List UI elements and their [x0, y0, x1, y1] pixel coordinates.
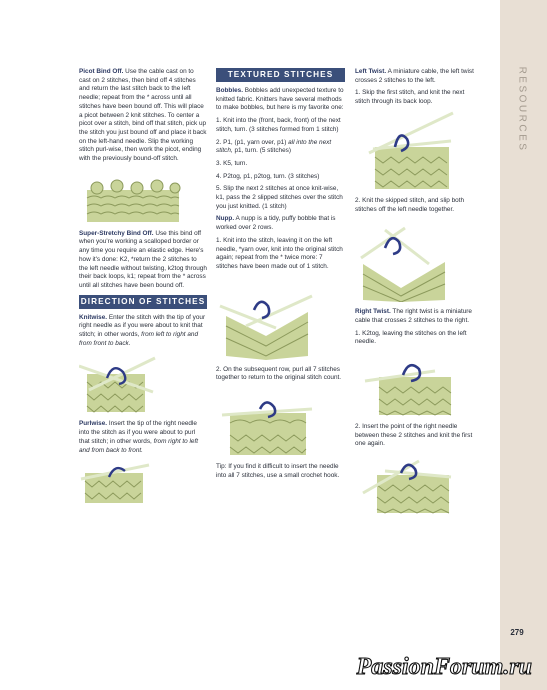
knitwise-paragraph	[79, 314, 207, 349]
picot-bind-off-title: Picot Bind Off.	[79, 68, 124, 75]
purlwise-paragraph	[79, 420, 207, 455]
page-number: 279	[510, 628, 524, 637]
nupp-step-1-illustration	[216, 276, 316, 360]
purlwise-italic: from right to left and from back to front.	[79, 437, 199, 454]
column-right	[355, 68, 480, 521]
watermark-text: PassionForum.ru	[356, 654, 532, 680]
right-twist-step-2: 2. Insert the point of the right needle between these 2 stitches and knit the first one again.	[355, 423, 473, 448]
knitwise-text: Enter the stitch with the tip of your right needle as if you were about to knit that stitch; in other words,	[79, 313, 206, 339]
nupp-step-1: 1. Knit into the stitch, leaving it on the left needle, *yarn over, knit into the original stitch again; repeat from the * twice more: 7 stitches have been made out of 1 stitch.	[216, 236, 343, 270]
nupp-text: A nupp is a tidy, puffy bobble that is worked over 2 rows.	[216, 215, 336, 232]
picot-bind-off-paragraph	[79, 68, 207, 164]
right-twist-step-1: 1. K2tog, leaving the stitches on the left needle.	[355, 329, 467, 346]
left-twist-step-2: 2. Knit the skipped stitch, and slip both stitches off the left needle together.	[355, 196, 465, 213]
knitwise-italic: from left to right and from front to back.	[79, 331, 199, 347]
left-twist-step-1: 1. Skip the first stitch, and knit the next stitch through its back loop.	[355, 89, 465, 106]
bobbles-title: Bobbles.	[216, 87, 243, 94]
super-stretchy-title: Super-Stretchy Bind Off.	[79, 229, 154, 237]
bobbles-step-2-start: 2. P1, (p1, yarn over, p1)	[216, 138, 287, 146]
picot-bind-off-text: Use the cable cast on to cast on 2 stitches, then bind off 4 stitches and return the last stitch back to the left needle; repeat from the * across until all stitches have been bound off. This will place a picot between 2 knit stitches. To center a picot over a stitch, bind off that stitch, pick up the stitch you just bound off and place it back on the left-hand needle. Slip the working stitch purl-wise, then work the picot, ending with the previously bound-off stitch.	[79, 68, 207, 163]
bobbles-step-3: 3. K5, turn.	[216, 159, 248, 167]
right-twist-paragraph	[355, 308, 480, 325]
needle	[385, 230, 429, 264]
nupp-step-2-illustration	[216, 387, 316, 457]
resources-label-text: RESOURCES	[516, 66, 528, 152]
right-twist-text: The right twist is a miniature cable that crosses 2 stitches to the right.	[355, 308, 472, 324]
knitwise-illustration	[79, 352, 159, 414]
right-twist-step-2-illustration	[355, 453, 455, 515]
knit-fabric	[363, 262, 445, 302]
left-twist-paragraph	[355, 68, 480, 85]
left-twist-title: Left Twist.	[355, 68, 387, 75]
purlwise-illustration	[79, 459, 153, 503]
direction-of-stitches-header: DIRECTION OF STITCHES	[79, 295, 207, 309]
bobbles-paragraph	[216, 87, 345, 113]
right-twist-step-1-illustration	[355, 351, 455, 417]
bobbles-step-1: 1. Knit into the (front, back, front) of the next stitch, turn. (3 stitches formed from 1 stitch)	[216, 117, 341, 133]
column-left	[79, 68, 207, 509]
left-twist-step-2-illustration	[355, 218, 455, 302]
knit-fabric	[377, 475, 449, 513]
super-stretchy-text: Use this bind off when you're working a scalloped border or any time you require an elastic edge. Here's how it's done: K2, *return the 2 stitches to the left needle without twisting, k2tog through their back loops, k1; repeat from the * across until all stitches have been bound off.	[79, 229, 207, 289]
right-twist-title: Right Twist.	[355, 308, 391, 316]
bobbles-text: Bobbles add unexpected texture to knitted fabric. Knitters have several methods to make bobbles, but here is my favorite one:	[216, 87, 344, 112]
super-stretchy-paragraph	[79, 230, 207, 291]
nupp-paragraph	[216, 215, 345, 232]
nupp-step-2: 2. On the subsequent row, purl all 7 stitches together to return to the original stitch count.	[216, 365, 342, 382]
knit-fabric	[375, 147, 449, 189]
left-twist-step-1-illustration	[355, 111, 455, 191]
yarn	[254, 301, 269, 317]
purlwise-text: Insert the tip of the right needle into the stitch as if you were about to purl that stitch; in other words,	[79, 420, 197, 445]
knitwise-title: Knitwise.	[79, 313, 108, 321]
nupp-tip: Tip: If you find it difficult to insert the needle into all 7 stitches, use a small crochet hook.	[216, 463, 340, 479]
picot-bind-off-illustration	[79, 168, 189, 224]
knit-fabric	[230, 413, 306, 455]
resources-label	[502, 64, 542, 154]
bobbles-step-4: 4. P2tog, p1, p2tog, turn. (3 stitches)	[216, 172, 320, 180]
knit-fabric	[226, 312, 308, 360]
passionforum-watermark	[300, 648, 540, 684]
bobbles-step-2	[216, 139, 345, 156]
column-middle	[216, 68, 345, 484]
knit-fabric	[379, 377, 451, 415]
nupp-title: Nupp.	[216, 215, 235, 223]
left-twist-text: A miniature cable, the left twist crosses 2 stitches to the left.	[355, 68, 474, 84]
bobbles-step-5: 5. Slip the next 2 stitches at once knit-wise, k1, pass the 2 slipped stitches over the stitch you just knitted. (1 stitch)	[216, 185, 343, 210]
bobbles-step-2-end: p1, turn. (5 stitches)	[234, 147, 291, 155]
textured-stitches-header: TEXTURED STITCHES	[216, 68, 345, 82]
purlwise-title: Purlwise.	[79, 420, 108, 428]
bobbles-step-2-italic: all into the next stitch,	[216, 138, 332, 155]
